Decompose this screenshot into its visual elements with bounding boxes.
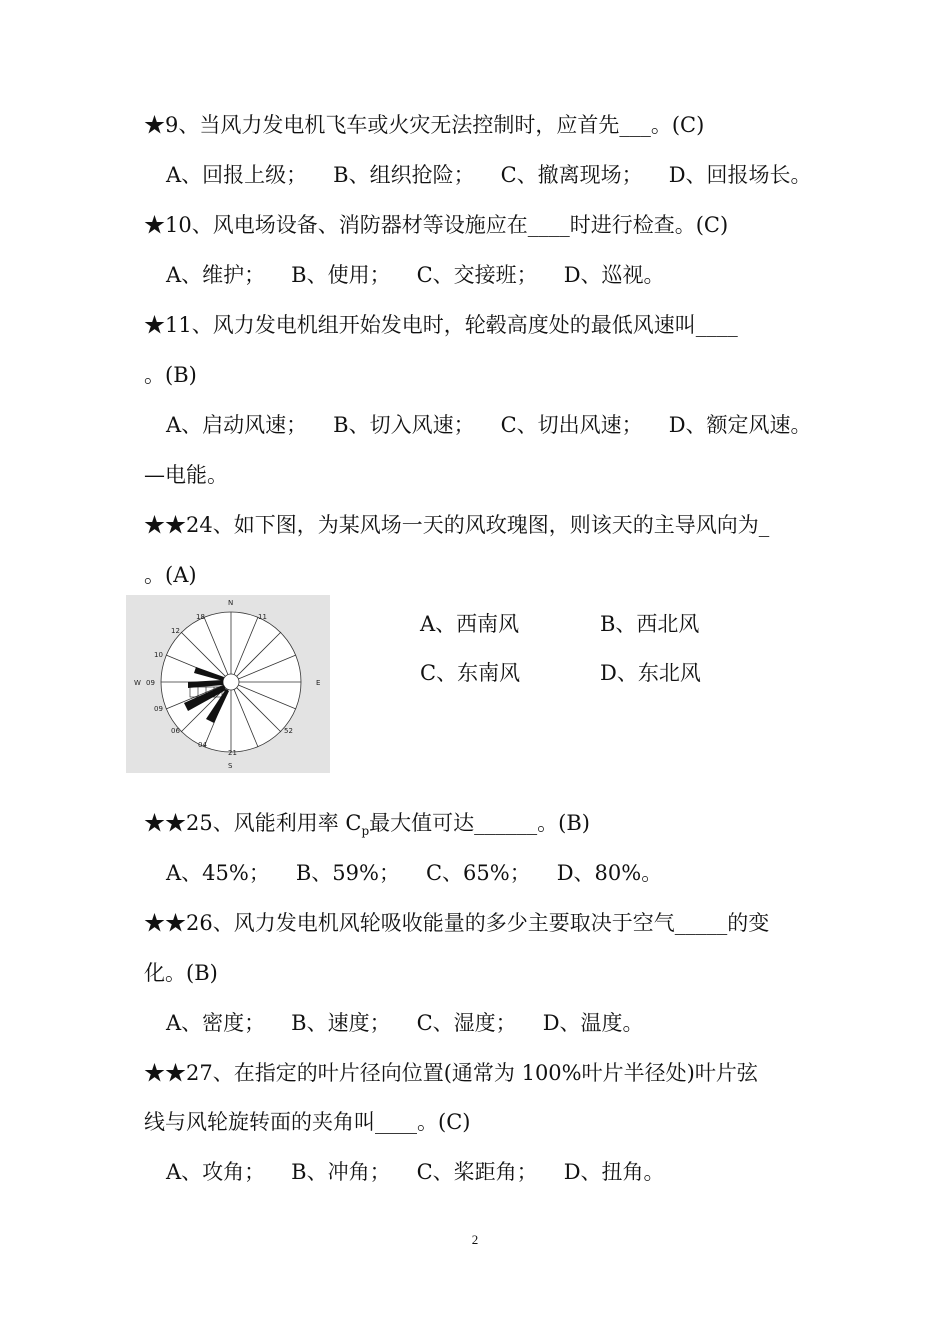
option-d: D、80%。 [556, 861, 663, 885]
ring-label: 12 [171, 627, 180, 635]
compass-north-label: N [228, 599, 234, 607]
question-9-options [166, 161, 838, 189]
option-c: C、东南风 [420, 661, 521, 685]
ring-label: 09 [154, 705, 163, 713]
option-a: A、密度； [166, 1011, 266, 1035]
option-d: D、巡视。 [563, 263, 665, 287]
question-24: ★★24、如下图，为某风场一天的风玫瑰图，则该天的主导风向为_ [144, 513, 770, 537]
ring-label: 18 [196, 613, 205, 621]
question-11-continued: 。(B) [144, 363, 197, 387]
compass-south-label: S [228, 762, 233, 770]
question-9: ★9、当风力发电机飞车或火灾无法控制时，应首先___。(C) [144, 113, 705, 137]
question-24-continued: 。(A) [144, 563, 197, 587]
question-25 [144, 809, 590, 840]
subscript-p: p [361, 824, 370, 838]
option-c: C、桨距角； [416, 1160, 538, 1184]
option-a: A、回报上级； [166, 163, 308, 187]
option-c: C、湿度； [416, 1011, 517, 1035]
question-10: ★10、风电场设备、消防器材等设施应在____时进行检查。(C) [144, 213, 729, 237]
question-26-continued: 化。(B) [144, 961, 218, 985]
question-27-continued: 线与风轮旋转面的夹角叫____。(C) [144, 1110, 471, 1134]
question-25-options [166, 859, 688, 887]
option-b: B、西北风 [600, 612, 700, 636]
wind-rose-chart [126, 595, 330, 773]
option-c: C、65%； [425, 861, 531, 885]
question-26: ★★26、风力发电机风轮吸收能量的多少主要取决于空气_____的变 [144, 911, 770, 935]
option-a: A、维护； [166, 263, 266, 287]
compass-west-label: W [134, 679, 141, 687]
ring-label: 06 [171, 727, 180, 735]
option-d: D、扭角。 [563, 1160, 665, 1184]
option-b: B、速度； [291, 1011, 391, 1035]
option-b: B、59%； [295, 861, 400, 885]
question-11: ★11、风力发电机组开始发电时，轮毂高度处的最低风速叫____ [144, 313, 738, 337]
option-b: B、组织抢险； [333, 163, 475, 187]
option-a: A、45%； [166, 861, 270, 885]
question-10-options [166, 261, 691, 289]
text-fragment: —电能。 [144, 463, 228, 487]
option-c: C、撤离现场； [500, 163, 643, 187]
option-b: B、切入风速； [333, 413, 475, 437]
option-b: B、冲角； [291, 1160, 391, 1184]
ring-label: 09 [146, 679, 155, 687]
ring-label: 10 [154, 651, 163, 659]
ring-label: 04 [198, 741, 207, 749]
option-d: D、回报场长。 [668, 163, 812, 187]
option-d: D、东北风 [600, 661, 701, 685]
ring-label: 52 [284, 727, 293, 735]
compass-east-label: E [316, 679, 321, 687]
question-11-options [166, 411, 838, 439]
option-a: A、攻角； [166, 1160, 266, 1184]
option-b: B、使用； [291, 263, 391, 287]
question-27-options [166, 1158, 691, 1186]
question-25-suffix: 最大值可达______。(B) [369, 811, 590, 835]
page-number: 2 [471, 1232, 479, 1247]
option-c: C、切出风速； [500, 413, 643, 437]
ring-label: 21 [228, 749, 237, 757]
question-25-prefix: ★★25、风能利用率 C [144, 811, 362, 835]
option-c: C、交接班； [416, 263, 538, 287]
option-a: A、启动风速； [166, 413, 308, 437]
ring-label: 11 [258, 613, 267, 621]
option-d: D、温度。 [542, 1011, 644, 1035]
question-26-options [166, 1009, 670, 1037]
option-d: D、额定风速。 [668, 413, 812, 437]
question-27: ★★27、在指定的叶片径向位置(通常为 100%叶片半径处)叶片弦 [144, 1061, 758, 1085]
wind-rose-figure [126, 595, 330, 773]
option-a: A、西南风 [420, 612, 520, 636]
